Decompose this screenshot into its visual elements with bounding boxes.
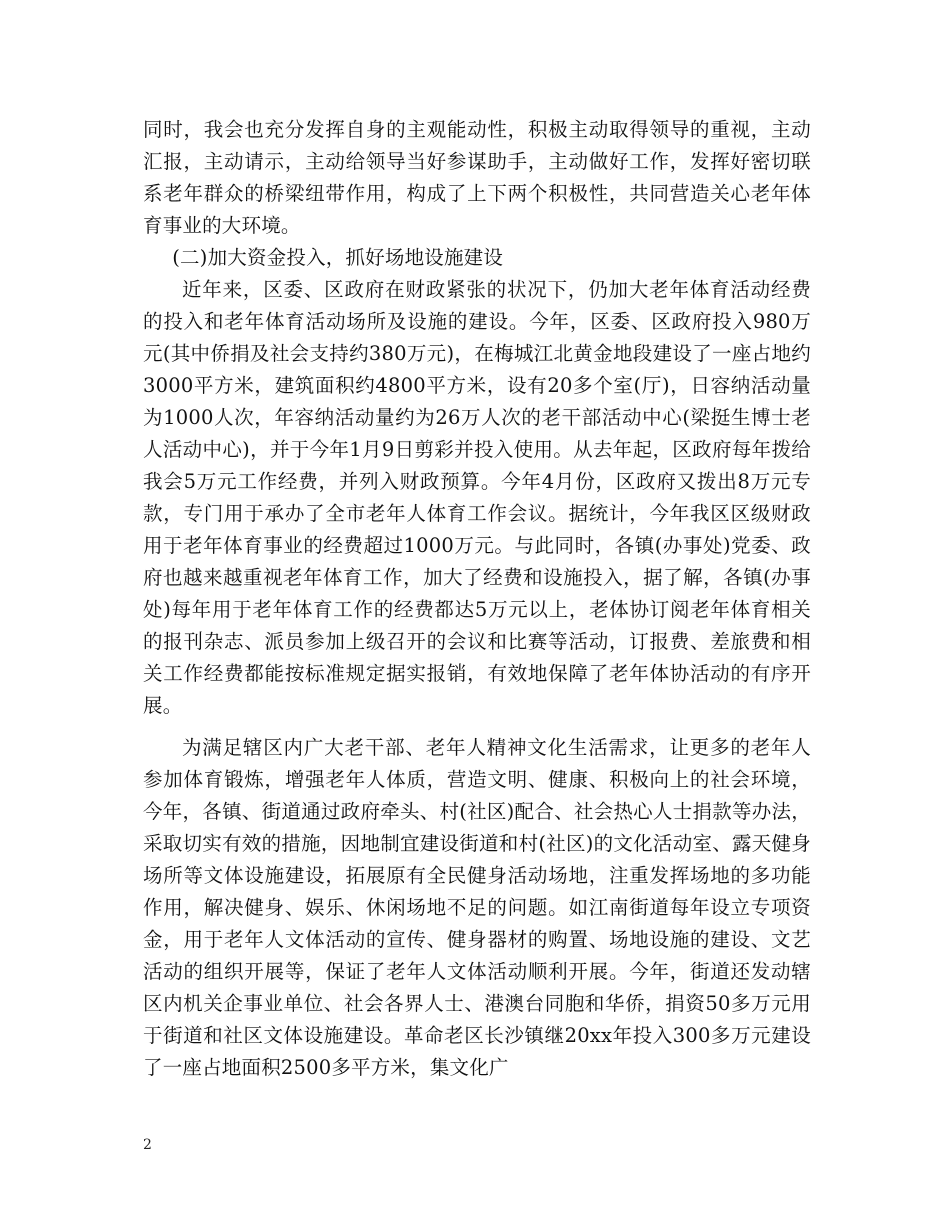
- paragraph-continuation: 同时，我会也充分发挥自身的主观能动性，积极主动取得领导的重视，主动汇报，主动请示，主动给领导当好参谋助手，主动做好工作，发挥好密切联系老年群众的桥梁纽带作用，构成了上下两个积极性，共同营造关心老年体育事业的大环境。: [143, 118, 811, 237]
- paragraph-funding: 近年来，区委、区政府在财政紧张的状况下，仍加大老年体育活动经费的投入和老年体育活动场所及设施的建设。今年，区委、区政府投入980万元(其中侨捐及社会支持约380万元)，在梅城江北黄金地段建设了一座占地约3000平方米，建筑面积约4800平方米，设有20多个室(厅)，日容纳活动量为1000人次，年容纳活动量约为26万人次的老干部活动中心(梁挺生博士老人活动中心)，并于今年1月9日剪彩并投入使用。从去年起，区政府每年拨给我会5万元工作经费，并列入财政预算。今年4月份，区政府又拨出8万元专款，专门用于承办了全市老年人体育工作会议。据统计，今年我区区级财政用于老年体育事业的经费超过1000万元。与此同时，各镇(办事处)党委、政府也越来越重视老年体育工作，加大了经费和设施投入，据了解，各镇(办事处)每年用于老年体育工作的经费都达5万元以上，老体协订阅老年体育相关的报刊杂志、派员参加上级召开的会议和比赛等活动，订报费、差旅费和相关工作经费都能按标准规定据实报销，有效地保障了老年体协活动的有序开展。: [143, 278, 811, 717]
- section-heading: (二)加大资金投入，抓好场地设施建设: [172, 246, 504, 269]
- paragraph-facilities: 为满足辖区内广大老干部、老年人精神文化生活需求，让更多的老年人参加体育锻炼，增强老年人体质，营造文明、健康、积极向上的社会环境，今年，各镇、街道通过政府牵头、村(社区)配合、社会热心人士捐款等办法，采取切实有效的措施，因地制宜建设街道和村(社区)的文化活动室、露天健身场所等文体设施建设，拓展原有全民健身活动场地，注重发挥场地的多功能作用，解决健身、娱乐、休闲场地不足的问题。如江南街道每年设立专项资金，用于老年人文体活动的宣传、健身器材的购置、场地设施的建设、文艺活动的组织开展等，保证了老年人文体活动顺利开展。今年，街道还发动辖区内机关企事业单位、社会各界人士、港澳台同胞和华侨，捐资50多万元用于街道和社区文体设施建设。革命老区长沙镇继20xx年投入300多万元建设了一座占地面积2500多平方米，集文化广: [143, 736, 811, 1079]
- document-body: [143, 114, 811, 1084]
- page-number: 2: [143, 1137, 152, 1153]
